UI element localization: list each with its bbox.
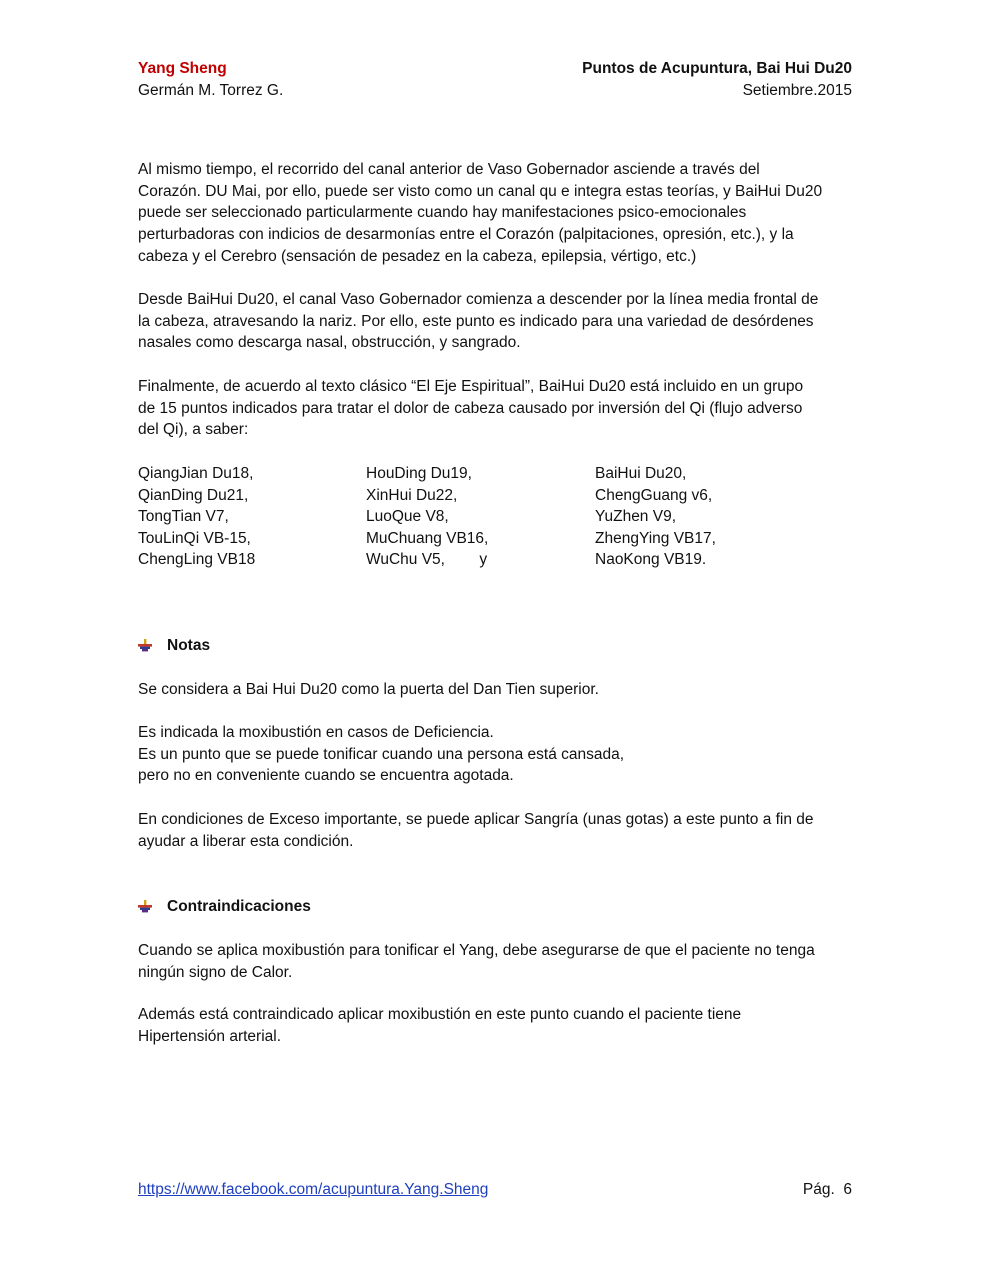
paragraph-line: del Qi), a saber:	[138, 421, 249, 439]
paragraph-line: puede ser seleccionado particularmente cuando hay manifestaciones psico-emocionales	[138, 204, 747, 222]
points-row	[138, 485, 858, 507]
paragraph-line: Finalmente, de acuerdo al texto clásico “El Eje Espiritual”, BaiHui Du20 está incluido en un grupo	[138, 378, 804, 395]
point-cell: HouDing Du19,	[366, 465, 472, 482]
paragraph-line: Es un punto que se puede tonificar cuando una persona está cansada,	[138, 745, 625, 763]
notas-paragraph-2	[138, 722, 858, 787]
contra-paragraph-2	[138, 1004, 858, 1047]
paragraph-line: de 15 puntos indicados para tratar el dolor de cabeza causado por inversión del Qi (flujo adverso	[138, 399, 803, 417]
paragraph-line: pero no en conveniente cuando se encuentra agotada.	[138, 767, 514, 785]
paragraph-line: nasales como descarga nasal, obstrucción, y sangrado.	[138, 334, 521, 352]
header-date: Setiembre.2015	[742, 82, 852, 99]
paragraph-1	[138, 159, 858, 268]
point-cell: NaoKong VB19.	[595, 551, 707, 568]
point-cell: ChengGuang v6,	[595, 486, 713, 504]
point-cell: QianDing Du21,	[138, 486, 249, 504]
point-cell: WuChu V5, y	[366, 551, 488, 568]
points-row	[138, 549, 858, 571]
header-left-title: Yang Sheng	[138, 60, 227, 77]
header-right-title: Puntos de Acupuntura, Bai Hui Du20	[582, 60, 852, 77]
points-grid	[138, 463, 858, 571]
notas-paragraph-1	[138, 679, 858, 701]
header-author: Germán M. Torrez G.	[138, 82, 284, 99]
bullet-icon	[138, 900, 152, 914]
point-cell: BaiHui Du20,	[595, 465, 687, 482]
paragraph-line: cabeza y el Cerebro (sensación de pesadez en la cabeza, epilepsia, vértigo, etc.)	[138, 247, 697, 265]
paragraph-line: Desde BaiHui Du20, el canal Vaso Gobernador comienza a descender por la línea media frontal de	[138, 291, 819, 308]
contra-paragraph-1	[138, 940, 858, 983]
contraindicaciones-title: Contraindicaciones	[167, 898, 311, 915]
point-cell: XinHui Du22,	[366, 486, 458, 504]
point-cell: ZhengYing VB17,	[595, 529, 716, 547]
page-number: Pág. 6	[802, 1181, 852, 1198]
paragraph-line: Se considera a Bai Hui Du20 como la puerta del Dan Tien superior.	[138, 681, 599, 698]
bullet-icon	[138, 639, 152, 653]
paragraph-line: ningún signo de Calor.	[138, 963, 293, 981]
paragraph-line: Al mismo tiempo, el recorrido del canal anterior de Vaso Gobernador asciende a través del	[138, 161, 760, 178]
paragraph-3	[138, 376, 858, 441]
paragraph-line: perturbadoras con indicios de desarmonías entre el Corazón (palpitaciones, opresión, etc.), y la	[138, 226, 794, 244]
facebook-link[interactable]: https://www.facebook.com/acupuntura.Yang.Sheng	[138, 1181, 489, 1198]
paragraph-line: ayudar a liberar esta condición.	[138, 832, 354, 850]
paragraph-line: la cabeza, atravesando la nariz. Por ello, este punto es indicado para una variedad de desórdenes	[138, 312, 814, 330]
paragraph-line: Además está contraindicado aplicar moxibustión en este punto cuando el paciente tiene	[138, 1006, 742, 1023]
point-cell: QiangJian Du18,	[138, 465, 254, 482]
paragraph-line: Corazón. DU Mai, por ello, puede ser visto como un canal qu e integra estas teorías, y BaiHui Du20	[138, 182, 823, 200]
point-cell: LuoQue V8,	[366, 508, 449, 525]
point-cell: TouLinQi VB-15,	[138, 529, 251, 547]
paragraph-line: Es indicada la moxibustión en casos de Deficiencia.	[138, 724, 494, 741]
points-row	[138, 528, 858, 550]
paragraph-line: En condiciones de Exceso importante, se puede aplicar Sangría (unas gotas) a este punto a fin de	[138, 811, 814, 828]
point-cell: MuChuang VB16,	[366, 529, 489, 547]
point-cell: TongTian V7,	[138, 508, 229, 525]
notas-paragraph-3	[138, 809, 858, 852]
notas-title: Notas	[167, 637, 211, 654]
paragraph-2	[138, 289, 858, 354]
point-cell: ChengLing VB18	[138, 551, 256, 568]
points-row	[138, 506, 858, 528]
point-cell: YuZhen V9,	[595, 508, 677, 525]
paragraph-line: Hipertensión arterial.	[138, 1027, 282, 1045]
points-row	[138, 463, 858, 485]
paragraph-line: Cuando se aplica moxibustión para tonificar el Yang, debe asegurarse de que el paciente no tenga	[138, 942, 815, 959]
